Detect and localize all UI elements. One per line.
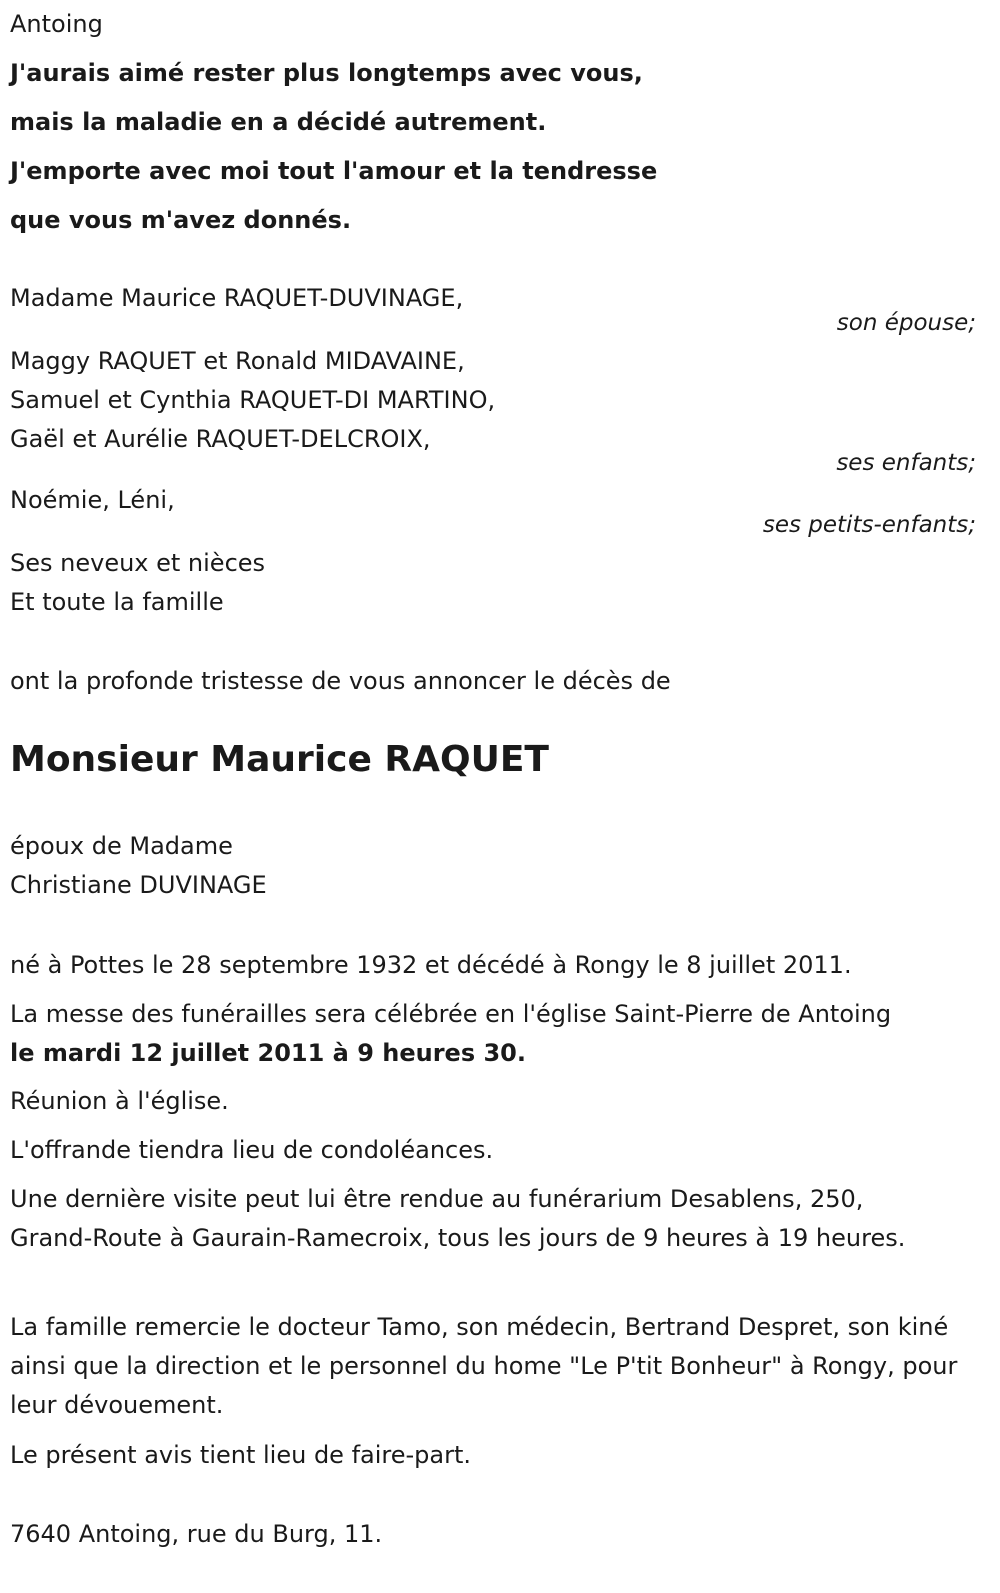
offering-line: L'offrande tiendra lieu de condoléances. [10, 1136, 494, 1164]
spouse-of-line: époux de Madame [10, 832, 233, 860]
spouse-role: son épouse; [836, 310, 976, 336]
poem-line: mais la maladie en a décidé autrement. [10, 108, 547, 136]
funeral-mass-line: La messe des funérailles sera célébrée en l'église Saint-Pierre de Antoing [10, 1000, 892, 1028]
grandchildren-role: ses petits-enfants; [762, 512, 976, 538]
deceased-name: Monsieur Maurice RAQUET [10, 739, 549, 780]
reunion-line: Réunion à l'église. [10, 1087, 229, 1115]
children-list [10, 342, 495, 459]
children-role: ses enfants; [836, 450, 976, 476]
spouse-of [10, 827, 267, 905]
funeral-mass-date: le mardi 12 juillet 2011 à 9 heures 30. [10, 1039, 526, 1067]
child-name: Gaël et Aurélie RAQUET-DELCROIX, [10, 425, 431, 453]
poem-line: J'emporte avec moi tout l'amour et la tendresse [10, 157, 658, 185]
poem [10, 54, 657, 250]
announcement-intro: ont la profonde tristesse de vous annoncer le décès de [10, 667, 671, 695]
grandchildren-names: Noémie, Léni, [10, 486, 175, 514]
thanks-paragraph: La famille remercie le docteur Tamo, son médecin, Bertrand Despret, son kiné ainsi que la direction et le personnel du home "Le P'tit Bonheur" à Rongy, pour leur dévouement. [10, 1313, 958, 1419]
spouse-name: Madame Maurice RAQUET-DUVINAGE, [10, 284, 464, 312]
poem-line: J'aurais aimé rester plus longtemps avec vous, [10, 59, 643, 87]
visit-paragraph: Une dernière visite peut lui être rendue au funérarium Desablens, 250, Grand-Route à Gaurain-Ramecroix, tous les jours de 9 heures à 19 heures. [10, 1185, 906, 1252]
birth-death-line: né à Pottes le 28 septembre 1932 et décédé à Rongy le 8 juillet 2011. [10, 951, 852, 979]
notice-line: Le présent avis tient lieu de faire-part. [10, 1441, 472, 1469]
child-name: Maggy RAQUET et Ronald MIDAVAINE, [10, 347, 465, 375]
child-name: Samuel et Cynthia RAQUET-DI MARTINO, [10, 386, 496, 414]
poem-line: que vous m'avez donnés. [10, 206, 352, 234]
spouse-of-line: Christiane DUVINAGE [10, 871, 267, 899]
town-name: Antoing [10, 10, 103, 38]
address-line: 7640 Antoing, rue du Burg, 11. [10, 1520, 383, 1548]
other-family [10, 544, 265, 622]
other-family-line: Ses neveux et nièces [10, 549, 266, 577]
other-family-line: Et toute la famille [10, 588, 224, 616]
